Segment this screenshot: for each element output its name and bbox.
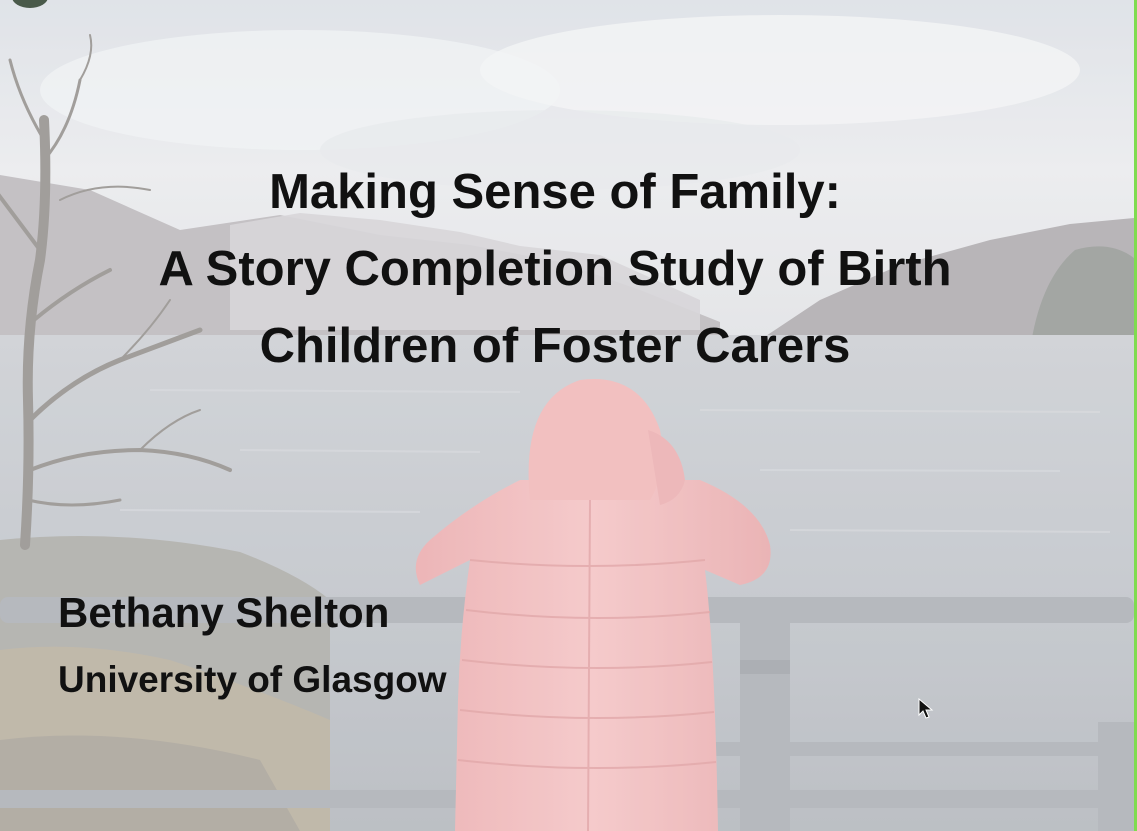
mouse-pointer-icon [918, 698, 934, 720]
slide-title-line-2: A Story Completion Study of Birth [158, 242, 952, 296]
slide-title-line-1: Making Sense of Family: [269, 165, 841, 219]
author-affiliation: University of Glasgow [58, 659, 447, 700]
slide-title-line-3: Children of Foster Carers [259, 319, 851, 373]
author-name: Bethany Shelton [58, 589, 390, 636]
slide-title [0, 154, 1110, 385]
